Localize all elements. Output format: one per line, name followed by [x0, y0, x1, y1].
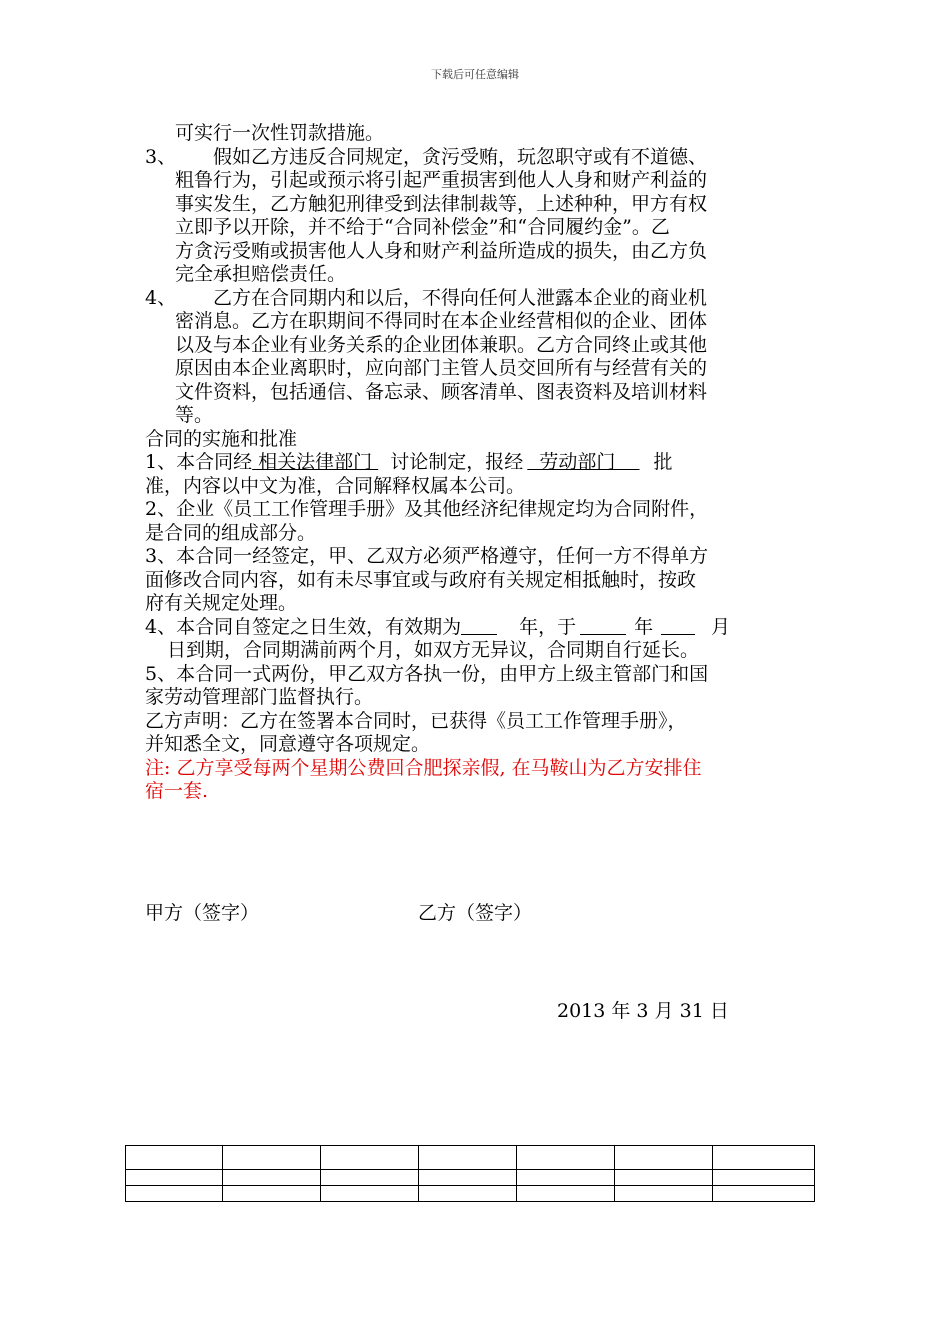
clause-3-line-4: 立即予以开除，并不给于“合同补偿金”和“合同履约金”。乙 — [175, 216, 670, 238]
clause-3-line-2: 粗鲁行为，引起或预示将引起严重损害到他人人身和财产利益的 — [175, 169, 708, 191]
contract-body — [145, 122, 807, 804]
note-line-1: 注: 乙方享受每两个星期公费回合肥探亲假, 在马鞍山为乙方安排住 — [145, 756, 702, 779]
body-line: 可实行一次性罚款措施。 — [175, 122, 385, 144]
section-item-5-line-2: 家劳动管理部门监督执行。 — [145, 686, 374, 708]
section-item-2-line-2: 是合同的组成部分。 — [145, 521, 317, 544]
party-a-signature: 甲方（签字） — [145, 902, 260, 924]
signing-date: 2013 年 3 月 31 日 — [557, 1000, 729, 1022]
clause-4-line-1: 4、 乙方在合同期内和以后，不得向任何人泄露本企业的商业机 — [145, 286, 708, 309]
filled-blank: 相关法律部门 — [252, 451, 379, 473]
clause-number: 3、 — [145, 145, 177, 168]
section-item-1-line-1: 1、本合同经 相关法律部门 讨论制定，报经 劳动部门 批 — [145, 451, 673, 473]
clause-4-line-4: 原因由本企业离职时，应向部门主管人员交回所有与经营有关的 — [175, 357, 708, 379]
table-row — [126, 1146, 815, 1170]
note-line-2: 宿一套. — [145, 780, 209, 802]
section-item-2-line-1: 2、企业《员工工作管理手册》及其他经济纪律规定均为合同附件， — [145, 498, 709, 520]
page-header: 下载后可任意编辑 — [431, 68, 519, 81]
clause-4-line-2: 密消息。乙方在职期间不得同时在本企业经营相似的企业、团体 — [175, 310, 708, 332]
clause-3-line-5: 方贪污受贿或损害他人人身和财产利益所造成的损失，由乙方负 — [175, 239, 708, 262]
section-title: 合同的实施和批准 — [145, 427, 298, 450]
blank-line — [580, 616, 626, 635]
blank-line — [461, 616, 497, 635]
section-item-4-line-2: 日到期，合同期满前两个月，如双方无异议，合同期自行延长。 — [167, 639, 700, 661]
clause-3-line-3: 事实发生，乙方触犯刑律受到法律制裁等，上述种种，甲方有权 — [175, 192, 708, 215]
table-row — [126, 1186, 815, 1202]
clause-4-line-3: 以及与本企业有业务关系的企业团体兼职。乙方合同终止或其他 — [175, 333, 708, 356]
party-b-signature: 乙方（签字） — [418, 902, 533, 924]
section-item-3-line-3: 府有关规定处理。 — [145, 592, 298, 614]
clause-3-line-6: 完全承担赔偿责任。 — [175, 263, 347, 285]
blank-line — [661, 616, 695, 635]
section-item-5-line-1: 5、本合同一式两份，甲乙双方各执一份，由甲方上级主管部门和国 — [145, 662, 709, 685]
clause-3-line-1: 3、 假如乙方违反合同规定，贪污受贿，玩忽职守或有不道德、 — [145, 145, 708, 168]
section-item-4-line-1: 4、本合同自签定之日生效，有效期为 年，于 年 月 — [145, 615, 731, 638]
filled-blank: 劳动部门 — [527, 451, 640, 473]
section-item-3-line-1: 3、本合同一经签定，甲、乙双方必须严格遵守，任何一方不得单方 — [145, 545, 709, 567]
section-item-3-line-2: 面修改合同内容，如有未尽事宜或与政府有关规定相抵触时，按政 — [145, 568, 697, 591]
empty-table — [125, 1145, 815, 1202]
declaration-line-2: 并知悉全文，同意遵守各项规定。 — [145, 733, 431, 755]
section-item-1-line-2: 准，内容以中文为准，合同解释权属本公司。 — [145, 474, 526, 497]
table-row — [126, 1170, 815, 1186]
declaration-line-1: 乙方声明：乙方在签署本合同时，已获得《员工工作管理手册》， — [145, 709, 687, 732]
clause-4-line-5: 文件资料，包括通信、备忘录、顾客清单、图表资料及培训材料 — [175, 380, 708, 403]
clause-number: 4、 — [145, 286, 177, 309]
clause-4-line-6: 等。 — [175, 404, 214, 426]
